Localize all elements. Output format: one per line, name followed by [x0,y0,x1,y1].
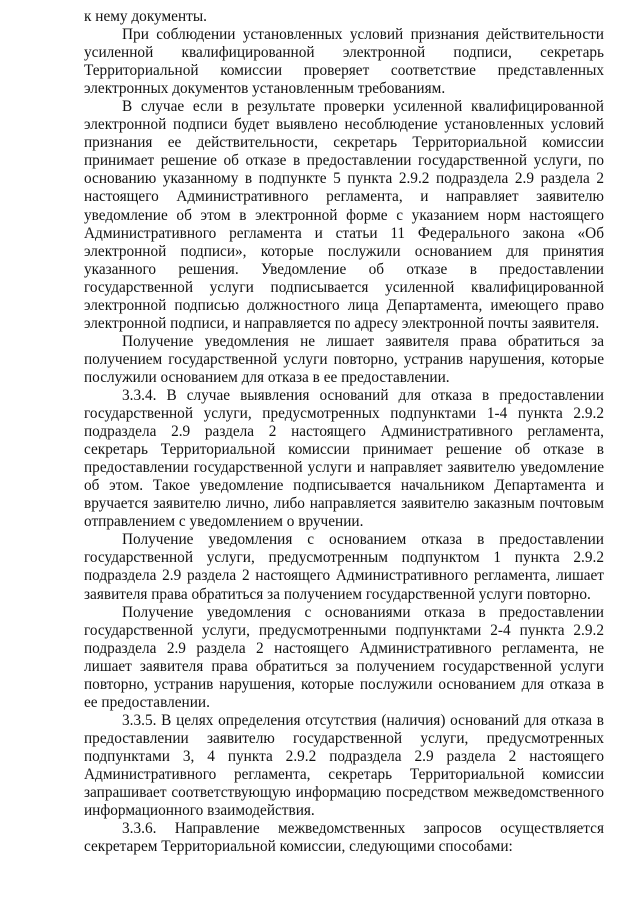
document-page [84,8,604,856]
paragraph-3-3-4: 3.3.4. В случае выявления оснований для отказа в предоставлении государственной услуги, предусмотренных подпунктами 1-4 пункта 2.9.2 подраздела 2.9 раздела 2 настоящего Административного регламента, секретарь Территориальной комиссии принимает решение об отказе в предоставлении государственной услуги и направляет заявителю уведомление об этом. Такое уведомление подписывается начальником Департамента и вручается заявителю лично, либо направляется заявителю заказным почтовым отправлением с уведомлением о вручении. [84,386,604,531]
paragraph-repeat-request: Получение уведомления не лишает заявителя права обратиться за получением государственной услуги повторно, устранив нарушения, которые послужили основанием для отказа в ее предоставлении. [84,332,604,386]
paragraph-3-3-5: 3.3.5. В целях определения отсутствия (наличия) оснований для отказа в предоставлении заявителю государственной услуги, предусмотренных подпунктами 3, 4 пункта 2.9.2 подраздела 2.9 раздела 2 настоящего Административного регламента, секретарь Территориальной комиссии запрашивает соответствующую информацию посредством межведомственного информационного взаимодействия. [84,711,604,820]
paragraph-3-3-6: 3.3.6. Направление межведомственных запросов осуществляется секретарем Территориальной комиссии, следующими способами: [84,820,604,856]
paragraph-refusal-subpoints-2-4: Получение уведомления с основаниями отказа в предоставлении государственной услуги, предусмотренными подпунктами 2-4 пункта 2.9.2 подраздела 2.9 раздела 2 настоящего Административного регламента, не лишает заявителя права обратиться за получением государственной услуги повторно, устранив нарушения, которые послужили основанием для отказа в ее предоставлении. [84,603,604,711]
paragraph-continuation: к нему документы. [84,8,207,25]
paragraph-refusal-subpoint-1: Получение уведомления с основанием отказа в предоставлении государственной услуги, предусмотренным подпунктом 1 пункта 2.9.2 подраздела 2.9 раздела 2 настоящего Административного регламента, лишает заявителя права обратиться за получением государственной услуги повторно. [84,531,604,603]
paragraph-signature-violation: В случае если в результате проверки усиленной квалифицированной электронной подписи будет выявлено несоблюдение установленных условий признания ее действительности, секретарь Территориальной комиссии принимает решение об отказе в предоставлении государственной услуги, по основанию указанному в подпункте 5 пункта 2.9.2 подраздела 2.9 раздела 2 настоящего Административного регламента, и направляет заявителю уведомление об этом в электронной форме с указанием норм настоящего Административного регламента и статьи 11 Федерального закона «Об электронной подписи», которые послужили основанием для принятия указанного решения. Уведомление об отказе в предоставлении государственной услуги подписывается усиленной квалифицированной электронной подписью должностного лица Департамента, имеющего право электронной подписи, и направляется по адресу электронной почты заявителя. [84,98,604,332]
paragraph-signature-check: При соблюдении установленных условий признания действительности усиленной квалифицированной электронной подписи, секретарь Территориальной комиссии проверяет соответствие представленных электронных документов установленным требованиям. [84,26,604,98]
